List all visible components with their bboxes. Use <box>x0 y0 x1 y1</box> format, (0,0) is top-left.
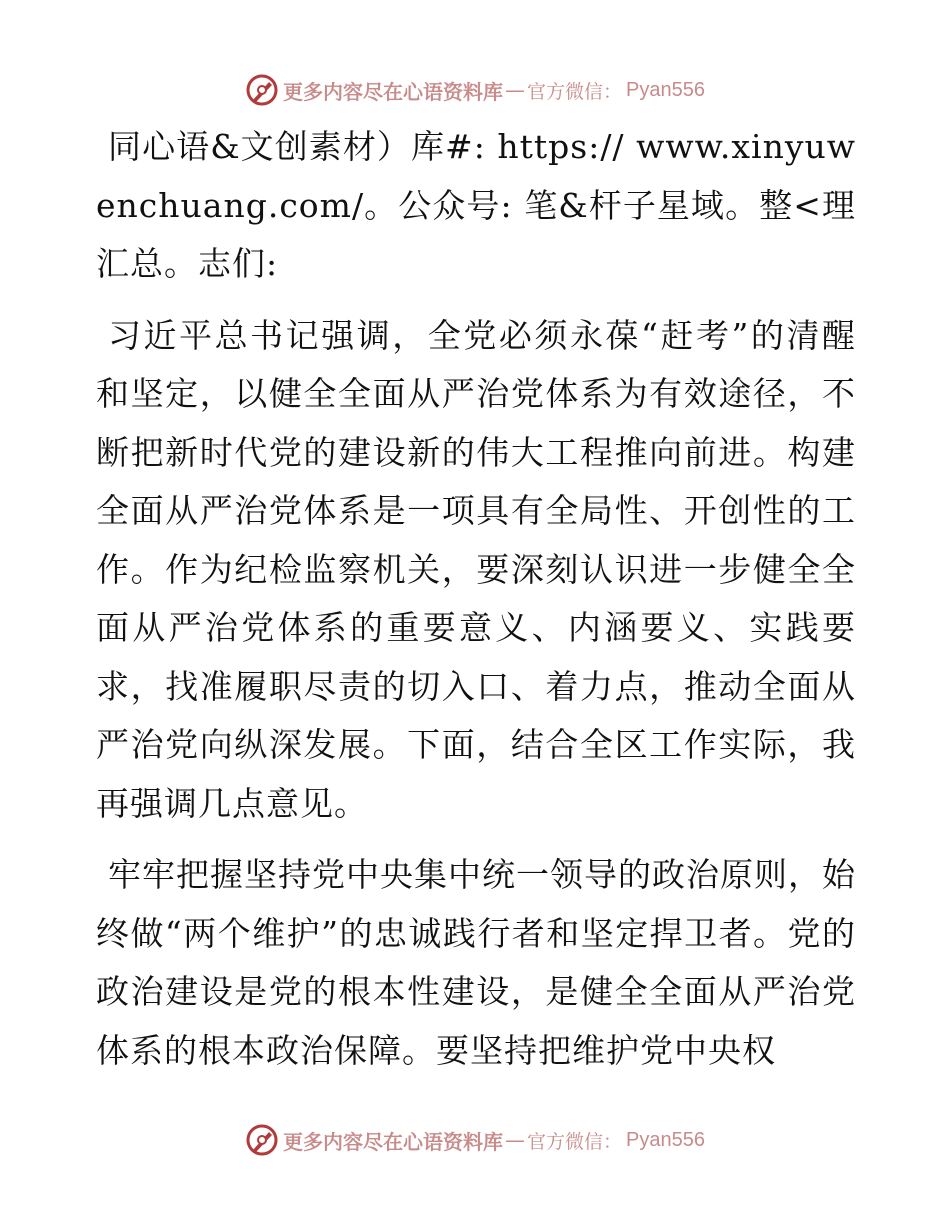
watermark-wechat-id: Pyan556 <box>626 78 705 101</box>
watermark-dash: — <box>505 78 525 102</box>
watermark-footer <box>0 1120 950 1160</box>
pen-logo-icon <box>245 1123 279 1157</box>
watermark-dash: — <box>505 1128 525 1152</box>
watermark-wechat-id: Pyan556 <box>626 1128 705 1151</box>
watermark-text: 更多内容尽在心语资料库 <box>283 79 503 104</box>
watermark-text: 更多内容尽在心语资料库 <box>283 1129 503 1154</box>
paragraph-section: 牢牢把握坚持党中央集中统一领导的政治原则，始终做“两个维护”的忠诚践行者和坚定捍卫者。党的政治建设是党的根本性建设，是健全全面从严治党体系的根本政治保障。要坚持把维护党中央权 <box>96 855 856 1070</box>
watermark-wechat-label: 官方微信： <box>527 1130 623 1153</box>
pen-logo-icon <box>245 73 279 107</box>
watermark-wechat-label: 官方微信： <box>527 80 623 103</box>
document-body <box>96 118 856 1093</box>
watermark-header <box>0 70 950 110</box>
paragraph-intro: 同心语&文创素材）库#: https:// www.xinyuwenchuang.com/。公众号: 笔&杆子星域。整<理汇总。志们: <box>96 127 856 283</box>
paragraph-main: 习近平总书记强调，全党必须永葆“赶考”的清醒和坚定，以健全全面从严治党体系为有效途径，不断把新时代党的建设新的伟大工程推向前进。构建全面从严治党体系是一项具有全局性、开创性的工作。作为纪检监察机关，要深刻认识进一步健全全面从严治党体系的重要意义、内涵要义、实践要求，找准履职尽责的切入口、着力点，推动全面从严治党向纵深发展。下面，结合全区工作实际，我再强调几点意见。 <box>96 315 856 823</box>
